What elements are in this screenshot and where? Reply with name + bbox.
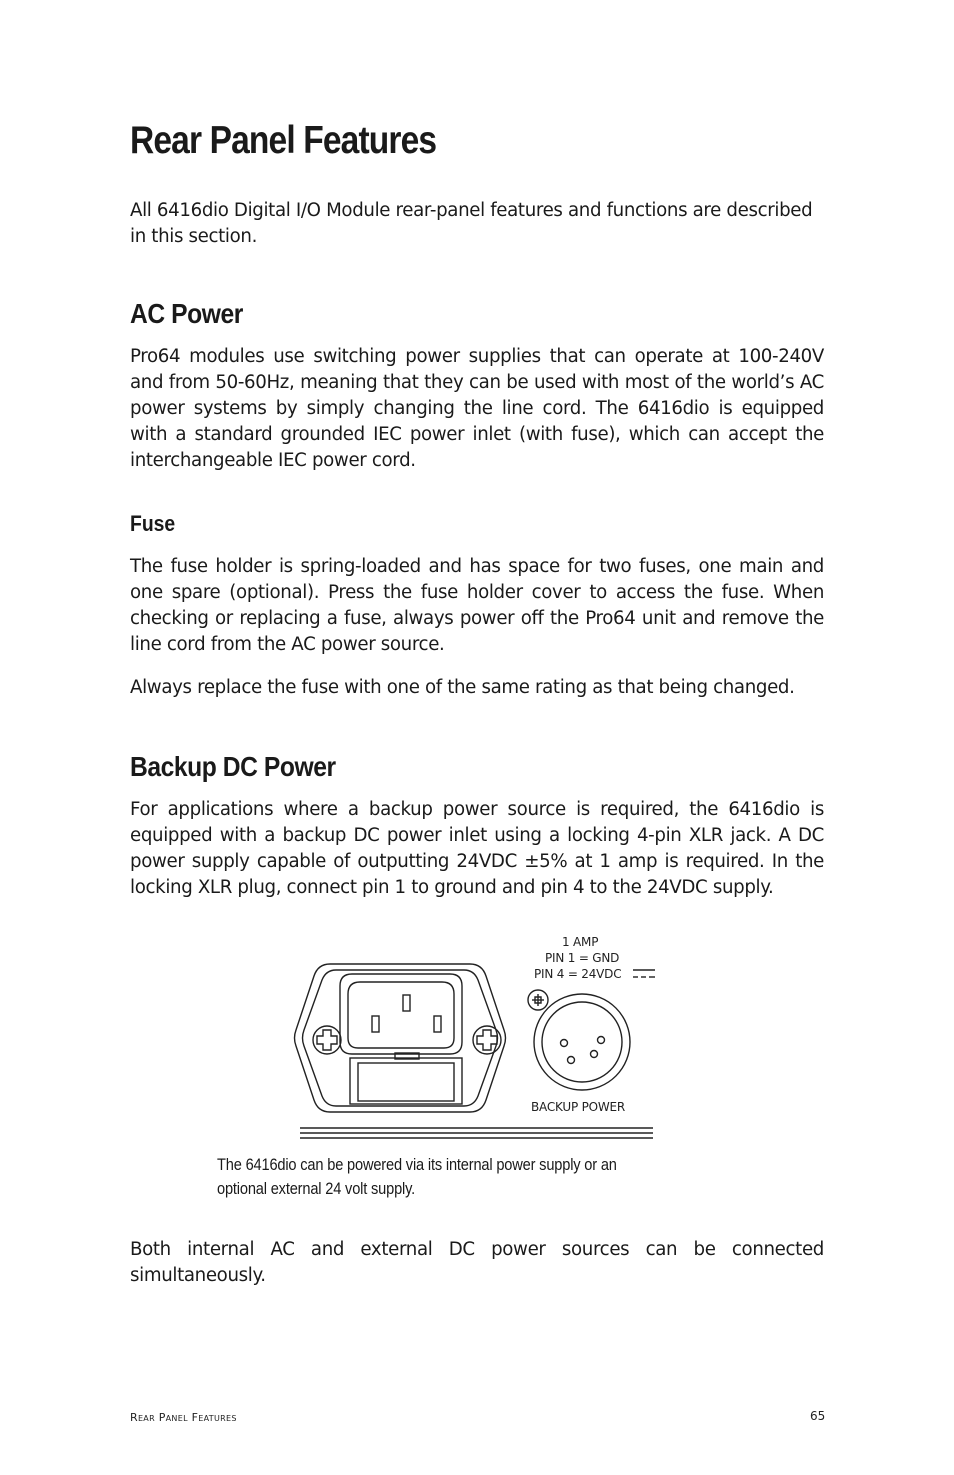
intro-block bbox=[130, 198, 824, 250]
page-title: Rear Panel Features bbox=[130, 119, 437, 162]
footer-page-number: 65 bbox=[810, 1409, 826, 1423]
xlr-screw-icon bbox=[528, 990, 548, 1010]
iec-socket bbox=[340, 974, 462, 1054]
rear-panel-figure bbox=[290, 930, 670, 1145]
fuse-paragraph-2: Always replace the fuse with one of the same rating as that being changed. bbox=[130, 677, 795, 698]
left-screw-icon bbox=[313, 1026, 341, 1054]
pin4-label: PIN 4 = 24VDC bbox=[534, 967, 622, 981]
backup-power-label: BACKUP POWER bbox=[531, 1100, 626, 1114]
backup-dc-heading: Backup DC Power bbox=[130, 751, 336, 782]
intro-paragraph: All 6416dio Digital I/O Module rear-panel features and functions are described in this section. bbox=[130, 200, 813, 247]
footer-section-name: Rear Panel Features bbox=[130, 1411, 237, 1424]
ac-power-block bbox=[130, 344, 824, 474]
xlr-connector bbox=[534, 994, 630, 1090]
fuse-holder bbox=[350, 1058, 462, 1104]
closing-block bbox=[130, 1237, 824, 1289]
fuse-block bbox=[130, 554, 824, 701]
ac-power-heading: AC Power bbox=[130, 298, 243, 329]
figure-caption: The 6416dio can be powered via its internal power supply or an optional external 24 volt supply. bbox=[217, 1155, 617, 1198]
backup-dc-block bbox=[130, 797, 824, 901]
backup-dc-paragraph: For applications where a backup power source is required, the 6416dio is equipped with a backup DC power inlet using a locking 4-pin XLR jack. A DC power supply capable of outputting 24VDC ±5% at 1 amp is required. In the locking XLR plug, connect pin 1 to ground and pin 4 to the 24VDC supply. bbox=[130, 799, 824, 898]
closing-paragraph: Both internal AC and external DC power sources can be connected simultaneously. bbox=[130, 1239, 824, 1286]
fuse-heading: Fuse bbox=[130, 511, 176, 536]
amp-label: 1 AMP bbox=[562, 935, 599, 949]
pin1-label: PIN 1 = GND bbox=[545, 951, 620, 965]
right-screw-icon bbox=[473, 1026, 501, 1054]
fuse-paragraph-1: The fuse holder is spring-loaded and has space for two fuses, one main and one spare (optional). Press the fuse holder cover to access the fuse. When checking or replacing a fuse, always power off the Pro64 unit and remove the line cord from the AC power source. bbox=[130, 556, 824, 655]
ac-power-paragraph: Pro64 modules use switching power supplies that can operate at 100-240V and from 50-60Hz, meaning that they can be used with most of the world’s AC power systems by simply changing the line cord. The 6416dio is equipped with a standard grounded IEC power inlet (with fuse), which can accept the interchangeable IEC power cord. bbox=[130, 346, 824, 471]
